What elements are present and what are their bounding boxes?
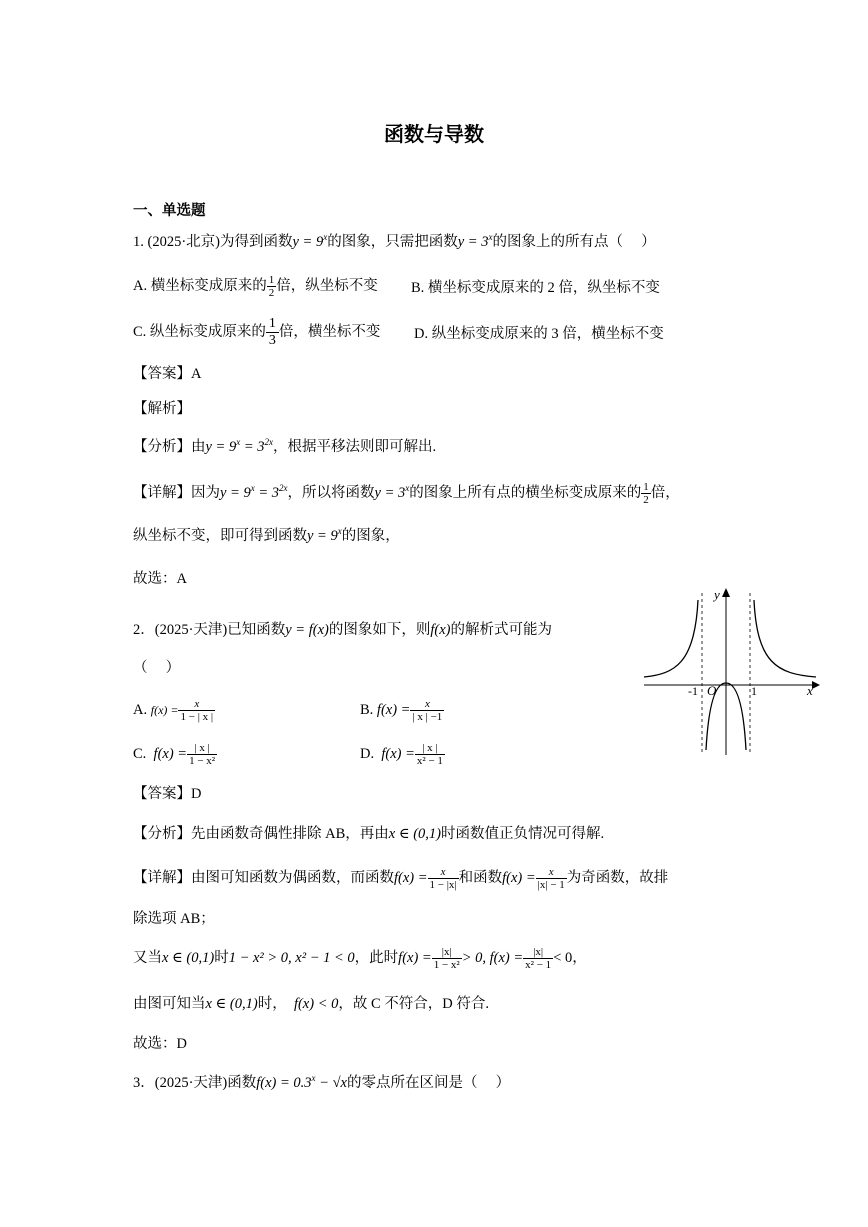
tick-label-neg-one: -1 <box>688 684 698 698</box>
q3-stem: 3．(2025·天津)函数$f(x) = 0.3^x - √x$的零点所在区间是（ ） <box>133 1073 511 1091</box>
q2-option-c: C. f(x) = $\frac{| x |}{\text{1 − x²}}$ <box>133 742 216 767</box>
curve-left-branch <box>644 600 698 677</box>
q1-answer: 【答案】A <box>133 366 202 382</box>
q1-fenxi: 【分析】由$y = 9^x = 3^{2x}$，根据平移法则即可解出. <box>133 437 437 455</box>
q1-xiangjie-line2: 纵坐标不变，即可得到函数$y = 9^x$的图象， <box>133 526 400 544</box>
q1-stem: 1. (2025·北京)为得到函数$y = 9^x$的图象，只需把函数$y = 3^x$的图象上的所有点（ ） <box>133 232 656 250</box>
q1-analysis-heading: 【解析】 <box>133 401 191 417</box>
q2-option-d: D. f(x) = $\frac{| x |}{\text{x² − 1}}$ <box>360 742 443 767</box>
x-axis-arrow <box>812 681 820 689</box>
q1-conclusion: 故选：A <box>133 571 187 587</box>
q2-answer: 【答案】D <box>133 786 202 802</box>
q2-conclusion: 故选：D <box>133 1036 187 1052</box>
tick-label-one: 1 <box>751 684 757 698</box>
section-heading: 一、单选题 <box>133 203 206 219</box>
curve-right-branch <box>754 600 816 677</box>
q1-option-a: A. 横坐标变成原来的 $\frac{1}{2}$ 倍，纵坐标不变 <box>133 274 378 299</box>
q1-option-d: D. 纵坐标变成原来的 3 倍，横坐标不变 <box>414 326 664 342</box>
q2-stem: 2．(2025·天津)已知函数y = f(x)的图象如下，则f(x)的解析式可能为 <box>133 622 552 638</box>
q2-option-b: B. f(x) = $\frac{x}{| x | -1}$ <box>360 698 443 723</box>
q2-fenxi: 【分析】先由函数奇偶性排除 AB，再由x ∈ (0,1)时函数值正负情况可得解. <box>133 826 605 842</box>
x-axis-label: x <box>807 683 813 698</box>
q2-paren: （ ） <box>133 660 181 676</box>
q2-xiangjie-line2: 除选项 AB； <box>133 911 215 927</box>
origin-label: O <box>707 683 717 698</box>
y-axis-arrow <box>722 588 730 597</box>
q2-option-a: A. f(x) = $\frac{x}{1 - | x |}$ <box>133 698 214 723</box>
q2-xiangjie-line3: 又当x ∈ (0,1)时1 − x² > 0, x² − 1 < 0，此时f(x) = $\frac{|x|}{\text{1 − x²}}$ > 0, f(x) = $\frac{|x|}{\text{x² − 1}}$ < 0， <box>133 946 587 971</box>
q1-option-b: B. 横坐标变成原来的 2 倍，纵坐标不变 <box>411 280 660 296</box>
q2-xiangjie-line4: 由图可知当x ∈ (0,1)时， f(x) < 0，故 C 不符合，D 符合. <box>133 996 490 1012</box>
q2-xiangjie: 【详解】由图可知函数为偶函数，而函数f(x) = $\frac{x}{1 - |x|}$ 和函数f(x) = $\frac{x}{|x| - 1}$ 为奇函数，故排 <box>133 866 669 891</box>
q2-function-graph <box>640 585 820 760</box>
y-axis-label: y <box>714 587 720 602</box>
q1-xiangjie: 【详解】因为$y = 9^x = 3^{2x}$，所以将函数$y = 3^x$的图象上所有点的横坐标变成原来的 $\frac{1}{2}$ 倍， <box>133 481 680 506</box>
page-title: 函数与导数 <box>384 124 484 146</box>
q1-option-c: C. 纵坐标变成原来的 $\frac{1}{3}$ 倍，横坐标不变 <box>133 316 381 348</box>
